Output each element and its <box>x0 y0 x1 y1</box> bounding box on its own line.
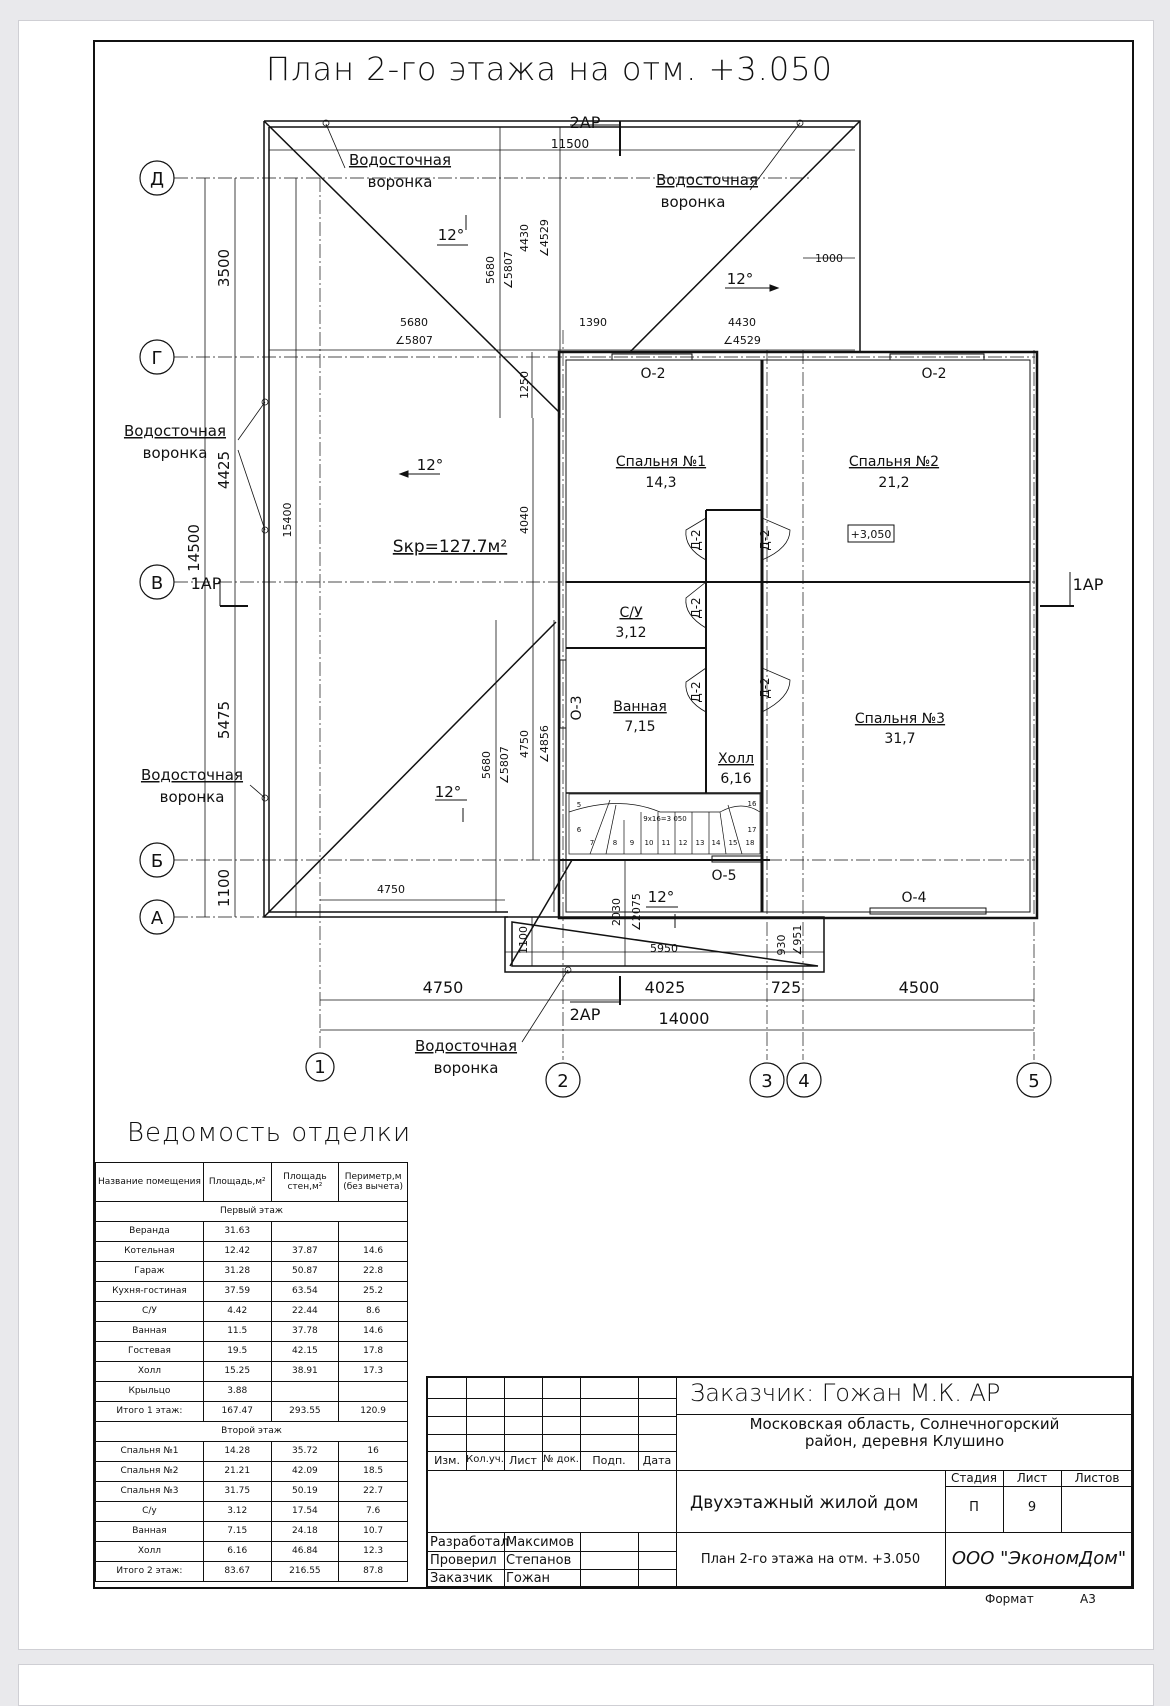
table-row <box>96 1242 408 1262</box>
room-name: Спальня №1 <box>615 454 707 470</box>
sheet-number: 9 <box>1027 1500 1037 1515</box>
drain-label: воронка <box>159 788 225 806</box>
table-row <box>96 1342 408 1362</box>
table-row <box>96 1442 408 1462</box>
table-cell: Спальня №3 <box>96 1482 204 1502</box>
drain-label: Водосточная <box>140 766 244 784</box>
dim: ∠4529 <box>723 334 761 347</box>
drain-label: Водосточная <box>414 1037 518 1055</box>
dim: 4750 <box>377 883 405 896</box>
dim: 15400 <box>281 502 294 538</box>
dim: ∠2075 <box>630 893 643 931</box>
stair-step: 5 <box>576 801 582 809</box>
dim: ∠951 <box>791 924 804 956</box>
roof-area: Sкр=127.7м² <box>392 537 508 557</box>
table-cell: 7.15 <box>203 1522 271 1542</box>
drain-label: воронка <box>660 193 726 211</box>
role-customer: Заказчик <box>430 1571 494 1586</box>
stair-step: 18 <box>745 839 755 847</box>
table-cell: 31.75 <box>203 1482 271 1502</box>
col-sign: Подп. <box>592 1454 626 1467</box>
stage-label: Стадия <box>950 1471 998 1485</box>
table-cell: 11.5 <box>203 1322 271 1342</box>
col-header: Название помещения <box>96 1163 204 1202</box>
dim: ∠5807 <box>395 334 433 347</box>
axis-label-3: 3 <box>761 1071 773 1092</box>
dim: 4025 <box>644 978 686 997</box>
table-cell: Веранда <box>96 1222 204 1242</box>
table-cell: Спальня №2 <box>96 1462 204 1482</box>
table-cell: 35.72 <box>271 1442 339 1462</box>
table-row <box>96 1482 408 1502</box>
address-line-2: район, деревня Клушино <box>804 1432 1005 1450</box>
room-area: 31,7 <box>884 731 916 747</box>
stair-step: 11 <box>661 839 671 847</box>
table-cell: Ванная <box>96 1322 204 1342</box>
dim: 4750 <box>518 730 531 758</box>
table-cell: 21.21 <box>203 1462 271 1482</box>
room-name: С/У <box>619 605 643 621</box>
table-cell: Ванная <box>96 1522 204 1542</box>
section-label: 1АР <box>1072 575 1104 594</box>
dim: 2030 <box>610 898 623 926</box>
table-cell: 19.5 <box>203 1342 271 1362</box>
dim: 5680 <box>400 316 428 329</box>
table-cell: 120.9 <box>339 1402 408 1422</box>
window-label: О-2 <box>640 366 666 382</box>
slope-label: 12° <box>647 888 675 906</box>
table-row <box>96 1562 408 1582</box>
room-name: Ванная <box>613 699 667 715</box>
table-cell: 42.15 <box>271 1342 339 1362</box>
table-cell: С/у <box>96 1502 204 1522</box>
axis-label-4: 4 <box>798 1071 810 1092</box>
dim: 930 <box>775 934 788 956</box>
section-label: 1АР <box>190 574 222 593</box>
col-doc: № док. <box>543 1454 579 1465</box>
stair-note: 9x16=3 050 <box>643 815 687 823</box>
name-customer: Гожан <box>506 1571 551 1586</box>
table-cell: Холл <box>96 1542 204 1562</box>
axis-label-5: 5 <box>1028 1071 1040 1092</box>
table-cell: 37.59 <box>203 1282 271 1302</box>
table-cell: 42.09 <box>271 1462 339 1482</box>
finish-table <box>95 1162 408 1582</box>
dim: ∠5807 <box>498 746 511 784</box>
table-row <box>96 1542 408 1562</box>
room-area: 7,15 <box>624 719 656 735</box>
table-cell: 17.8 <box>339 1342 408 1362</box>
dim: ∠4529 <box>538 219 551 257</box>
table-row <box>96 1282 408 1302</box>
dim: 4500 <box>898 978 940 997</box>
table-cell <box>271 1222 339 1242</box>
dim: 4430 <box>518 224 531 252</box>
axis-bubbles <box>140 161 1051 1097</box>
section-title: Второй этаж <box>96 1422 408 1442</box>
stair-step: 13 <box>695 839 705 847</box>
format-label: Формат <box>985 1592 1034 1606</box>
sheet-label: Лист <box>1016 1471 1048 1485</box>
table-cell: Гараж <box>96 1262 204 1282</box>
dim: 1000 <box>815 252 843 265</box>
sheet-title: План 2-го этажа на отм. +3.050 <box>700 1552 921 1567</box>
axis-label-b: Б <box>150 851 164 872</box>
stair-step: 12 <box>678 839 688 847</box>
table-cell: 17.54 <box>271 1502 339 1522</box>
company: ООО "ЭкономДом" <box>951 1548 1127 1569</box>
plan-title: План 2-го этажа на отм. +3.050 <box>266 50 833 88</box>
table-cell: Кухня-гостиная <box>96 1282 204 1302</box>
name-developed: Максимов <box>506 1535 575 1550</box>
table-row <box>96 1462 408 1482</box>
table-cell <box>339 1222 408 1242</box>
col-header: Периметр,м (без вычета) <box>339 1163 408 1202</box>
table-cell: 293.55 <box>271 1402 339 1422</box>
drain-label: Водосточная <box>123 422 227 440</box>
table-cell: 25.2 <box>339 1282 408 1302</box>
dim: ∠4856 <box>538 725 551 763</box>
window-label: О-3 <box>569 695 585 721</box>
table-cell: 3.12 <box>203 1502 271 1522</box>
dim: 5680 <box>480 751 493 779</box>
section-label: 2АР <box>569 113 601 132</box>
drain-label: воронка <box>433 1059 499 1077</box>
table-row <box>96 1522 408 1542</box>
finish-table-body <box>96 1202 408 1582</box>
slope-label: 12° <box>437 226 465 244</box>
door-label: Д-2 <box>758 677 772 699</box>
table-cell: 17.3 <box>339 1362 408 1382</box>
dim: 4425 <box>215 450 233 490</box>
table-cell: 16 <box>339 1442 408 1462</box>
stair-step: 9 <box>629 839 635 847</box>
table-cell: 14.6 <box>339 1242 408 1262</box>
customer: Заказчик: Гожан М.К. АР <box>690 1379 1001 1407</box>
table-cell: Холл <box>96 1362 204 1382</box>
dim: 5475 <box>215 700 233 740</box>
window-label: О-4 <box>901 890 927 906</box>
table-row <box>96 1262 408 1282</box>
role-checked: Проверил <box>430 1553 497 1568</box>
dim: 4040 <box>518 506 531 534</box>
axis-label-v: В <box>150 573 164 594</box>
col-list: Лист <box>509 1454 537 1467</box>
dim: 3500 <box>215 248 233 288</box>
room-area: 6,16 <box>720 771 752 787</box>
table-cell: 10.7 <box>339 1522 408 1542</box>
stair-step: 8 <box>612 839 618 847</box>
table-cell: 18.5 <box>339 1462 408 1482</box>
room-area: 14,3 <box>645 475 677 491</box>
table-cell: 37.87 <box>271 1242 339 1262</box>
dim: ∠5807 <box>502 251 515 289</box>
address-line-1: Московская область, Солнечногорский <box>749 1415 1060 1433</box>
stair-step: 15 <box>728 839 738 847</box>
dim: 725 <box>770 978 802 997</box>
room-name: Холл <box>717 751 755 767</box>
table-cell: 63.54 <box>271 1282 339 1302</box>
dim: 4750 <box>422 978 464 997</box>
dim: 14500 <box>185 524 203 572</box>
table-cell: 31.63 <box>203 1222 271 1242</box>
table-cell: С/У <box>96 1302 204 1322</box>
col-izm: Изм. <box>434 1454 460 1467</box>
dim: 1390 <box>579 316 607 329</box>
table-cell <box>271 1382 339 1402</box>
table-cell: Гостевая <box>96 1342 204 1362</box>
level-mark: +3,050 <box>850 528 892 541</box>
table-cell: 14.28 <box>203 1442 271 1462</box>
table-cell: Крыльцо <box>96 1382 204 1402</box>
project-name: Двухэтажный жилой дом <box>690 1493 919 1513</box>
col-date: Дата <box>642 1454 672 1467</box>
dim: 4430 <box>728 316 756 329</box>
table-row <box>96 1502 408 1522</box>
table-cell: 8.6 <box>339 1302 408 1322</box>
table-cell: 87.8 <box>339 1562 408 1582</box>
section-marks <box>220 121 1074 1005</box>
dim: 1100 <box>215 868 233 908</box>
stage-value: П <box>969 1500 979 1515</box>
room-name: Спальня №2 <box>848 454 940 470</box>
dim: 11500 <box>550 137 590 151</box>
stair-step: 17 <box>747 826 757 834</box>
drain-label: Водосточная <box>655 171 759 189</box>
table-cell: 24.18 <box>271 1522 339 1542</box>
drain-label: воронка <box>367 173 433 191</box>
finish-table-title: Ведомость отделки <box>127 1118 412 1148</box>
table-cell <box>339 1382 408 1402</box>
table-cell: 22.7 <box>339 1482 408 1502</box>
drain-label: воронка <box>142 444 208 462</box>
table-cell: 50.19 <box>271 1482 339 1502</box>
stair-step: 6 <box>576 826 582 834</box>
table-cell: 12.3 <box>339 1542 408 1562</box>
axis-label-2: 2 <box>557 1071 569 1092</box>
table-row <box>96 1322 408 1342</box>
drain-label: Водосточная <box>348 151 452 169</box>
table-cell: 31.28 <box>203 1262 271 1282</box>
table-cell: 3.88 <box>203 1382 271 1402</box>
table-cell: 50.87 <box>271 1262 339 1282</box>
table-cell: 37.78 <box>271 1322 339 1342</box>
table-cell: 22.44 <box>271 1302 339 1322</box>
table-cell: 12.42 <box>203 1242 271 1262</box>
axis-lines <box>174 178 1035 1060</box>
slope-label: 12° <box>434 783 462 801</box>
col-header: Площадь,м² <box>203 1163 271 1202</box>
room-area: 21,2 <box>878 475 910 491</box>
door-label: Д-2 <box>758 529 772 551</box>
format-value: А3 <box>1080 1592 1096 1606</box>
table-cell: Спальня №1 <box>96 1442 204 1462</box>
window-label: О-5 <box>711 868 737 884</box>
table-row <box>96 1402 408 1422</box>
table-cell: 6.16 <box>203 1542 271 1562</box>
slope-label: 12° <box>726 270 754 288</box>
table-cell: 46.84 <box>271 1542 339 1562</box>
table-cell: 216.55 <box>271 1562 339 1582</box>
table-row <box>96 1362 408 1382</box>
stair-step: 16 <box>747 800 757 808</box>
table-cell: 4.42 <box>203 1302 271 1322</box>
role-developed: Разработал <box>430 1535 509 1550</box>
section-label: 2АР <box>569 1005 601 1024</box>
table-cell: 22.8 <box>339 1262 408 1282</box>
door-label: Д-2 <box>689 597 703 619</box>
table-row <box>96 1302 408 1322</box>
slope-label: 12° <box>416 456 444 474</box>
axis-label-1: 1 <box>314 1057 326 1078</box>
col-header: Площадь стен,м² <box>271 1163 339 1202</box>
table-cell: 14.6 <box>339 1322 408 1342</box>
dim: 5950 <box>650 942 678 955</box>
table-row <box>96 1382 408 1402</box>
name-checked: Степанов <box>506 1553 572 1568</box>
door-label: Д-2 <box>689 681 703 703</box>
axis-label-a: А <box>150 908 164 929</box>
stair-step: 7 <box>589 839 595 847</box>
section-title: Первый этаж <box>96 1202 408 1222</box>
dim: 14000 <box>658 1009 710 1028</box>
room-area: 3,12 <box>615 625 647 641</box>
table-cell: 7.6 <box>339 1502 408 1522</box>
window-label: О-2 <box>921 366 947 382</box>
door-label: Д-2 <box>689 529 703 551</box>
table-cell: Котельная <box>96 1242 204 1262</box>
table-cell: 15.25 <box>203 1362 271 1382</box>
table-row <box>96 1222 408 1242</box>
title-block <box>426 1376 1133 1588</box>
dim: 1250 <box>518 371 531 399</box>
stair-step: 14 <box>711 839 721 847</box>
stair-step: 10 <box>644 839 654 847</box>
dim: 5680 <box>484 256 497 284</box>
axis-label-g: Г <box>151 348 163 369</box>
dim: 1100 <box>517 926 530 954</box>
room-name: Спальня №3 <box>854 711 946 727</box>
table-cell: 83.67 <box>203 1562 271 1582</box>
table-cell: Итого 2 этаж: <box>96 1562 204 1582</box>
table-cell: 38.91 <box>271 1362 339 1382</box>
table-cell: Итого 1 этаж: <box>96 1402 204 1422</box>
sheets-label: Листов <box>1074 1471 1120 1485</box>
table-cell: 167.47 <box>203 1402 271 1422</box>
col-kol: Кол.уч. <box>466 1454 504 1465</box>
axis-label-d: Д <box>149 169 165 190</box>
